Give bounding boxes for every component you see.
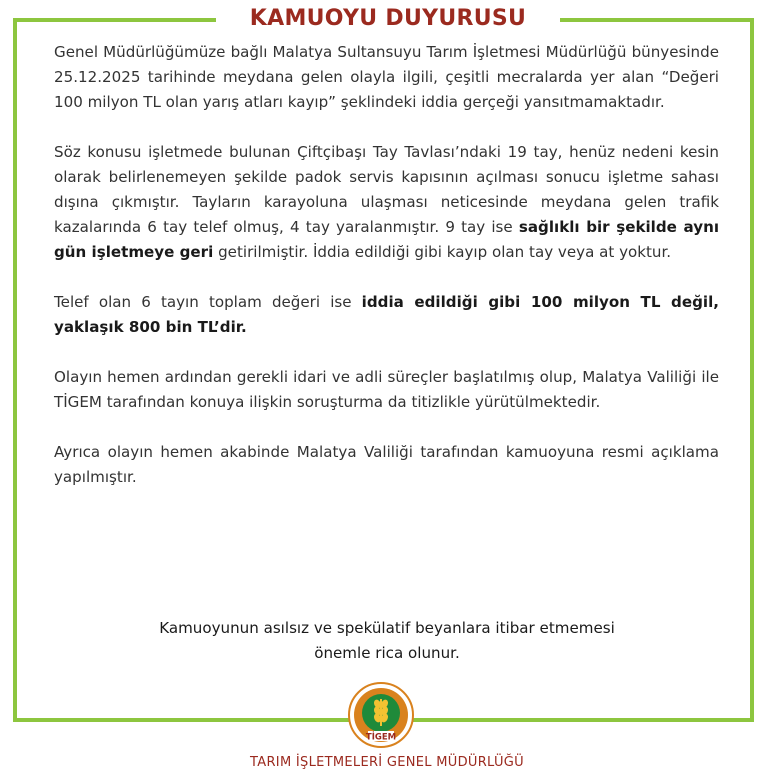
closing-statement xyxy=(60,616,714,666)
paragraph-5: Ayrıca olayın hemen akabinde Malatya Valiliği tarafından kamuoyuna resmi açıklama yapılmıştır. xyxy=(54,443,719,486)
paragraph-3-highlight: iddia edildiği gibi 100 milyon TL değil, yaklaşık 800 bin TL’dir. xyxy=(54,293,719,336)
announcement-body xyxy=(54,40,719,515)
logo-text: TİGEM xyxy=(365,732,397,743)
paragraph-3 xyxy=(54,290,719,340)
announcement-title: KAMUOYU DUYURUSU xyxy=(216,2,560,36)
paragraph-2-highlight: sağlıklı bir şekilde aynı gün işletmeye geri xyxy=(54,218,719,261)
tigem-logo xyxy=(348,682,414,748)
closing-line-1: Kamuoyunun asılsız ve spekülatif beyanlara itibar etmemesi xyxy=(159,619,615,637)
paragraph-2-start: Söz konusu işletmede bulunan Çiftçibaşı Tay Tavlası’ndaki 19 tay, henüz nedeni kesin olarak belirlenemeyen şekilde padok servis kapısının açılması sonucu işletme sahası dışına çıkmıştır. Tayların karayoluna ulaşması neticesinde meydana gelen trafik kazalarında 6 tay telef olmuş, 4 tay yaralanmıştır. 9 tay ise xyxy=(54,143,719,236)
paragraph-4: Olayın hemen ardından gerekli idari ve adli süreçler başlatılmış olup, Malatya Valiliği ile TİGEM tarafından konuya ilişkin soruşturma da titizlikle yürütülmektedir. xyxy=(54,368,719,411)
paragraph-2 xyxy=(54,140,719,265)
paragraph-2-end: getirilmiştir. İddia edildiği gibi kayıp olan tay veya at yoktur. xyxy=(213,243,672,261)
paragraph-1: Genel Müdürlüğümüze bağlı Malatya Sultansuyu Tarım İşletmesi Müdürlüğü bünyesinde 25.12.2025 tarihinde meydana gelen olayla ilgili, çeşitli mecralarda yer alan “Değeri 100 milyon TL olan yarış atları kayıp” şeklindeki iddia gerçeği yansıtmamaktadır. xyxy=(54,43,719,111)
organization-name: TARIM İŞLETMELERİ GENEL MÜDÜRLÜĞÜ xyxy=(250,755,524,770)
paragraph-3-start: Telef olan 6 tayın toplam değeri ise xyxy=(54,293,362,311)
closing-line-2: önemle rica olunur. xyxy=(314,644,460,662)
